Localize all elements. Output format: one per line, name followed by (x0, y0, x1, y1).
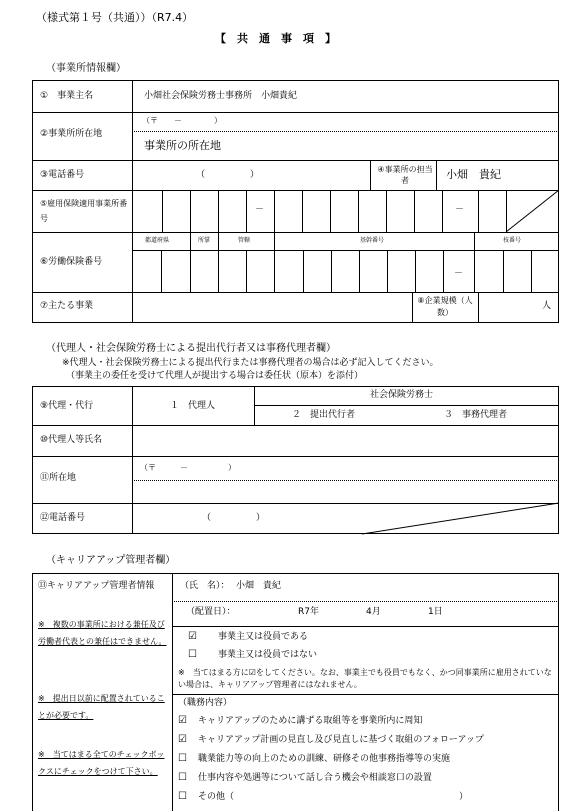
office-section-heading: （事業所情報欄） (46, 63, 126, 74)
duty-checkbox-2[interactable]: ☑ (178, 734, 187, 745)
employer-name-label: ① 事業主名 (40, 91, 94, 101)
duty-label-2: キャリアアップ計画の見直し及び見直しに基づく取組のフォローアップ (198, 735, 484, 745)
duty-label-1: キャリアアップのために講ずる取組等を事業所内に周知 (198, 716, 423, 726)
proxy-type-label: ⑨代理・代行 (40, 401, 94, 411)
labour-sub-office: 管轄 (238, 237, 251, 244)
office-address-value[interactable]: 事業所の所在地 (144, 139, 221, 152)
career-section-heading: （キャリアアップ管理者欄） (46, 555, 176, 566)
duty-checkbox-4[interactable]: ☐ (178, 772, 187, 783)
proxy-option-3[interactable]: ３ 事務代理者 (444, 410, 508, 420)
career-note-2: ※ 提出日以前に配置されていることが必要です。 (38, 694, 165, 720)
duty-label-5: その他（ ） (198, 792, 469, 802)
agent-phone-label: ⑫電話番号 (40, 513, 86, 523)
duty-label-4: 仕事内容や処遇等について話し合う機会や相談窓口の設置 (198, 773, 432, 783)
agent-note-2: （事業主の委任を受けて代理人が提出する場合は委任状（原本）を添付） (66, 371, 364, 381)
proxy-option-2[interactable]: ２ 提出代行者 (292, 410, 356, 420)
manager-name-label: （氏 名）： (180, 581, 230, 591)
checkbox-not-officer-label: 事業主又は役員ではない (218, 650, 318, 660)
manager-name-value[interactable]: 小畑 貴紀 (236, 581, 282, 591)
officer-status-note: ※ 当てはまる方に☑をしてください。なお、事業主でも役員でもなく、かつ同事業所に雇用されていない場合は、キャリアアップ管理者にはなれません。 (178, 668, 552, 689)
career-manager-title: ⑬キャリアアップ管理者情報 (38, 581, 155, 591)
duty-checkbox-1[interactable]: ☑ (178, 715, 187, 726)
duty-header: （職務内容） (178, 698, 233, 708)
proxy-option-1[interactable]: １ 代理人 (170, 401, 216, 411)
form-number: （様式第１号（共通））（R7.4） (36, 11, 194, 24)
career-note-1: ※ 複数の事業所における兼任及び労働者代表との兼任はできません。 (38, 620, 167, 646)
assignment-date-day[interactable]: 1日 (428, 607, 443, 617)
agent-address-label: ⑪所在地 (40, 473, 77, 483)
company-size-label: ⑧企業規模（人数） (417, 296, 473, 317)
labour-sub-branch-number: 枝番号 (503, 237, 522, 244)
agent-note-1: ※代理人・社会保険労務士による提出代行または事務代理者の場合は必ず記入してください。 (62, 358, 439, 368)
duty-label-3: 職業能力等の向上のための訓練、研修その他事務指導等の実施 (198, 754, 451, 764)
checkbox-is-officer-label: 事業主又は役員である (218, 632, 309, 642)
contact-person-label: ④事業所の担当者 (377, 165, 433, 185)
agent-section-heading: （代理人・社会保険労務士による提出代行者又は事務代理者欄） (46, 343, 336, 354)
labour-insurance-dash: － (454, 269, 464, 279)
office-postal-code[interactable]: （〒 － ） (142, 116, 222, 125)
page-title: 【 共 通 事 項 】 (215, 32, 336, 45)
employment-insurance-dash-2: － (455, 205, 465, 215)
agent-name-label: ⑩代理人等氏名 (40, 435, 103, 445)
agent-phone-value[interactable]: （ ） (202, 513, 266, 523)
main-business-label: ⑦主たる事業 (40, 301, 94, 311)
office-address-label: ②事業所所在地 (40, 129, 103, 139)
duty-checkbox-3[interactable]: ☐ (178, 753, 187, 764)
employer-name-value[interactable]: 小畑社会保険労務士事務所 小畑貴紀 (144, 91, 298, 101)
career-note-3: ※ 当てはまる全てのチェックボックスにチェックをつけて下さい。 (38, 750, 165, 776)
contact-person-value[interactable]: 小畑 貴紀 (446, 168, 501, 181)
sr-header: 社会保険労務士 (370, 390, 434, 400)
labour-sub-jurisdiction: 所掌 (198, 237, 211, 244)
assignment-date-label: （配置日）： (186, 607, 236, 617)
labour-sub-prefecture: 都道府県 (145, 237, 170, 244)
agent-postal-code[interactable]: （〒 － ） (140, 463, 236, 472)
employment-insurance-dash-1: － (255, 205, 265, 215)
assignment-date-month[interactable]: 4月 (366, 607, 381, 617)
duty-checkbox-5[interactable]: ☐ (178, 791, 187, 802)
labour-sub-base-number: 基幹番号 (360, 237, 385, 244)
assignment-date-year[interactable]: R7年 (298, 607, 319, 617)
checkbox-not-officer[interactable]: ☐ (188, 649, 197, 660)
labour-insurance-label: ⑥労働保険番号 (40, 257, 103, 267)
company-size-unit: 人 (542, 301, 552, 311)
phone-label: ③電話番号 (40, 170, 85, 180)
phone-value[interactable]: （ ） (196, 170, 260, 180)
employment-insurance-label: ⑤雇用保険適用事業所番号 (40, 199, 128, 223)
checkbox-is-officer[interactable]: ☑ (188, 631, 197, 642)
